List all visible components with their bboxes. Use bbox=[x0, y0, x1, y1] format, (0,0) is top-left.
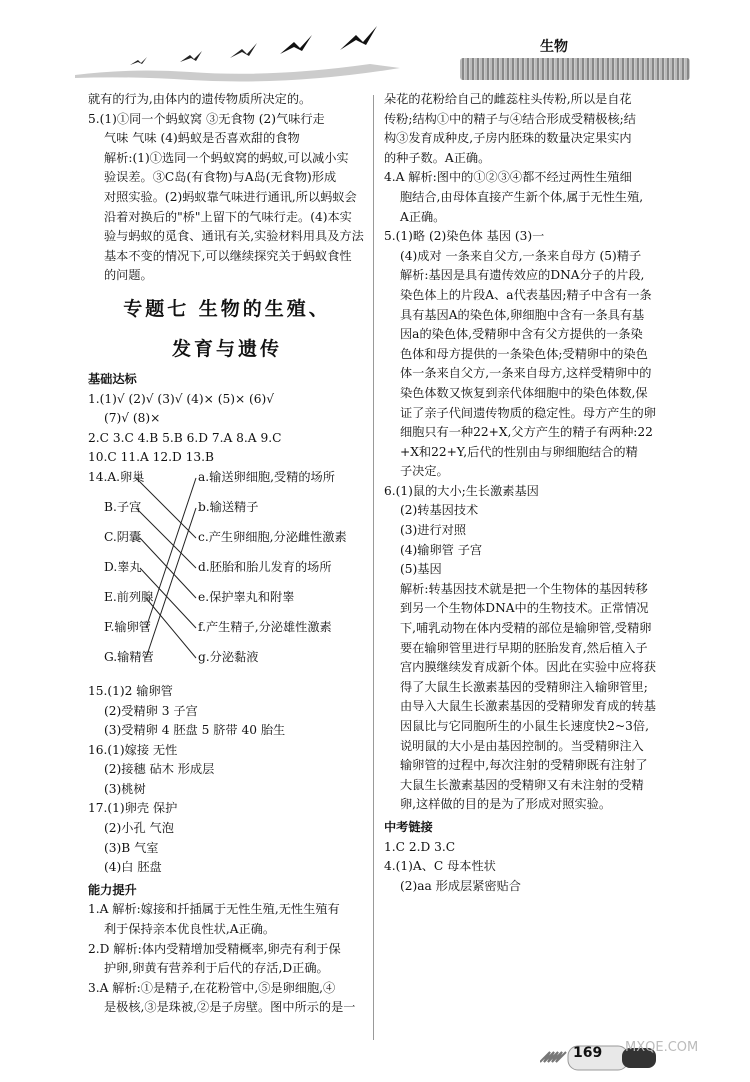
match-left-item: B.子宫 bbox=[104, 499, 142, 514]
text-line: 卵,这样做的目的是为了形成对照实验。 bbox=[400, 797, 612, 812]
text-line: (5)基因 bbox=[400, 562, 442, 577]
text-line: 子决定。 bbox=[400, 464, 449, 479]
text-line: 传粉;结构①中的精子与④结合形成受精极核;结 bbox=[384, 111, 636, 126]
text-line: 气味 气味 (4)蚂蚁是否喜欢甜的食物 bbox=[104, 131, 300, 146]
match-right-item: a.输送卵细胞,受精的场所 bbox=[198, 469, 335, 484]
topic-title-line1: 专题七 生物的生殖、 bbox=[123, 297, 331, 320]
text-line: 体一条来自父方,一条来自母方,这样受精卵中的 bbox=[400, 366, 652, 381]
answer-line: (7)√ (8)× bbox=[104, 411, 161, 426]
text-line: 下,哺乳动物在体内受精的部位是输卵管,受精卵 bbox=[400, 621, 652, 636]
answer-line: 3.A 解析:①是精子,在花粉管中,⑤是卵细胞,④ bbox=[88, 980, 336, 995]
match-left-item: C.阴囊 bbox=[104, 529, 142, 544]
answer-line: (2)接穗 砧木 形成层 bbox=[104, 762, 215, 777]
right-column bbox=[384, 90, 690, 896]
text-line: 朵花的花粉给自己的雌蕊柱头传粉,所以是自花 bbox=[384, 92, 632, 106]
text-line: 的种子数。A正确。 bbox=[384, 150, 491, 165]
answer-line: 15.(1)2 输卵管 bbox=[88, 683, 173, 698]
match-left-item: D.睾丸 bbox=[104, 559, 142, 574]
answer-line: 2.D 解析:体内受精增加受精概率,卵壳有利于保 bbox=[88, 941, 341, 956]
match-left-item: E.前列腺 bbox=[104, 589, 154, 604]
section-heading-exam: 中考链接 bbox=[384, 819, 433, 834]
text-line: 因鼠比与它同胞所生的小鼠生长速度快2~3倍, bbox=[400, 719, 649, 733]
page-header bbox=[0, 0, 750, 95]
topic-title-line2: 发育与遗传 bbox=[171, 337, 282, 360]
text-line: (4)输卵管 子宫 bbox=[400, 542, 483, 557]
answer-line: (3)受精卵 4 胚盘 5 脐带 40 胎生 bbox=[104, 723, 286, 738]
subject-banner bbox=[460, 58, 690, 80]
text-line: 具有基因A的染色体,卵细胞中含有一条具有基 bbox=[400, 307, 645, 322]
text-line: 输卵管的过程中,每次注射的受精卵既有注射了 bbox=[400, 758, 648, 773]
matching-diagram bbox=[88, 468, 366, 682]
answer-line: 是极核,③是珠被,②是子房壁。图中所示的是一 bbox=[104, 1000, 356, 1015]
match-right-item: c.产生卵细胞,分泌雌性激素 bbox=[198, 529, 347, 544]
answer-line: 4.(1)A、C 母本性状 bbox=[384, 859, 496, 874]
match-left-item: F.输卵管 bbox=[104, 619, 151, 634]
page-number: 169 bbox=[573, 1045, 603, 1061]
text-line: 染色体数又恢复到亲代体细胞中的染色体数,保 bbox=[400, 385, 648, 400]
text-line: 的问题。 bbox=[104, 268, 153, 283]
text-line: 就有的行为,由体内的遗传物质所决定的。 bbox=[88, 92, 312, 106]
text-line: 对照实验。(2)蚂蚁靠气味进行通讯,所以蚂蚁会 bbox=[104, 189, 357, 204]
text-line: 细胞只有一种22+X,父方产生的精子有两种:22 bbox=[400, 425, 653, 440]
answer-line: (2)aa 形成层紧密贴合 bbox=[400, 878, 521, 893]
answer-line: 1.(1)√ (2)√ (3)√ (4)× (5)× (6)√ bbox=[88, 391, 275, 406]
text-line: 胞结合,由母体直接产生新个体,属于无性生殖, bbox=[400, 189, 644, 204]
answer-line: 1.A 解析:嫁接和扦插属于无性生殖,无性生殖有 bbox=[88, 902, 340, 917]
text-line: 到另一个生物体DNA中的生物技术。正常情况 bbox=[400, 601, 649, 616]
text-line: 解析:基因是具有遗传效应的DNA分子的片段, bbox=[400, 268, 645, 283]
site-watermark: MXQE.COM bbox=[625, 1040, 699, 1055]
text-line: 要在输卵管里进行早期的胚胎发育,然后植入子 bbox=[400, 640, 648, 655]
text-line: (3)进行对照 bbox=[400, 523, 467, 538]
answer-line: (4)白 胚盘 bbox=[104, 860, 162, 875]
subject-title: 生物 bbox=[540, 39, 568, 55]
answer-line: 护卵,卵黄有营养利于后代的存活,D正确。 bbox=[104, 961, 329, 976]
text-line: 染色体上的片段A、a代表基因;精子中含有一条 bbox=[400, 287, 652, 302]
text-line: 构③发育成种皮,子房内胚珠的数量决定果实内 bbox=[384, 131, 632, 146]
text-line: 由导入大鼠生长激素基因的受精卵发育成的转基 bbox=[400, 699, 656, 714]
text-line: 说明鼠的大小是由基因控制的。当受精卵注入 bbox=[400, 738, 644, 753]
text-line: 解析:(1)①选同一个蚂蚁窝的蚂蚁,可以减小实 bbox=[104, 150, 349, 165]
match-left-item: 14.A.卵巢 bbox=[88, 469, 145, 484]
text-line: 验误差。③C岛(有食物)与A岛(无食物)形成 bbox=[104, 170, 337, 185]
text-line: 解析:转基因技术就是把一个生物体的基因转移 bbox=[400, 581, 648, 596]
answer-line: 1.C 2.D 3.C bbox=[384, 839, 456, 854]
text-line: 沿着对换后的"桥"上留下的气味行走。(4)本实 bbox=[104, 209, 352, 224]
match-right-item: f.产生精子,分泌雄性激素 bbox=[198, 619, 332, 634]
text-line: 因a的染色体,受精卵中含有父方提供的一条染 bbox=[400, 327, 643, 342]
answer-line: 16.(1)嫁接 无性 bbox=[88, 742, 178, 757]
flying-birds-decoration bbox=[70, 20, 400, 85]
match-left-item: G.输精管 bbox=[104, 649, 154, 664]
text-line: 6.(1)鼠的大小;生长激素基因 bbox=[384, 483, 539, 498]
answer-line: (2)受精卵 3 子宫 bbox=[104, 703, 198, 718]
left-column bbox=[88, 90, 366, 1018]
text-line: 得了大鼠生长激素基因的受精卵注入输卵管里; bbox=[400, 679, 648, 694]
text-line: 宫内膜继续发育成新个体。因此在实验中应将获 bbox=[400, 660, 656, 675]
text-line: (4)成对 一条来自父方,一条来自母方 (5)精子 bbox=[400, 248, 642, 263]
text-line: 5.(1)略 (2)染色体 基因 (3)一 bbox=[384, 229, 545, 244]
section-heading-basic: 基础达标 bbox=[88, 371, 137, 386]
text-line: 4.A 解析:图中的①②③④都不经过两性生殖细 bbox=[384, 170, 632, 185]
text-line: 色体和母方提供的一条染色体;受精卵中的染色 bbox=[400, 346, 648, 361]
answer-line: 2.C 3.C 4.B 5.B 6.D 7.A 8.A 9.C bbox=[88, 430, 282, 445]
answer-line: 17.(1)卵壳 保护 bbox=[88, 801, 178, 816]
answer-line: 10.C 11.A 12.D 13.B bbox=[88, 450, 215, 465]
text-line: (2)转基因技术 bbox=[400, 503, 479, 518]
answer-line: 利于保持亲本优良性状,A正确。 bbox=[104, 922, 276, 937]
answer-line: (3)桃树 bbox=[104, 781, 146, 796]
text-line: 基本不变的情况下,可以继续探究关于蚂蚁食性 bbox=[104, 248, 352, 263]
match-right-item: g.分泌黏液 bbox=[198, 649, 259, 664]
answer-line: (3)B 气室 bbox=[104, 840, 159, 855]
answer-line: (2)小孔 气泡 bbox=[104, 821, 174, 836]
section-heading-ability: 能力提升 bbox=[88, 882, 137, 897]
text-line: +X和22+Y,后代的性别由与卵细胞结合的精 bbox=[400, 444, 638, 459]
column-divider bbox=[373, 95, 374, 1040]
text-line: A正确。 bbox=[400, 209, 446, 224]
match-right-item: d.胚胎和胎儿发育的场所 bbox=[198, 559, 332, 574]
match-right-item: b.输送精子 bbox=[198, 499, 259, 514]
match-right-item: e.保护睾丸和附睾 bbox=[198, 589, 295, 604]
text-line: 5.(1)①同一个蚂蚁窝 ③无食物 (2)气味行走 bbox=[88, 111, 325, 126]
text-line: 大鼠生长激素基因的受精卵又有未注射的受精 bbox=[400, 777, 644, 792]
text-line: 证了亲子代间遗传物质的稳定性。母方产生的卵 bbox=[400, 405, 656, 420]
text-line: 验与蚂蚁的觅食、通讯有关,实验材料用具及方法 bbox=[104, 229, 364, 244]
